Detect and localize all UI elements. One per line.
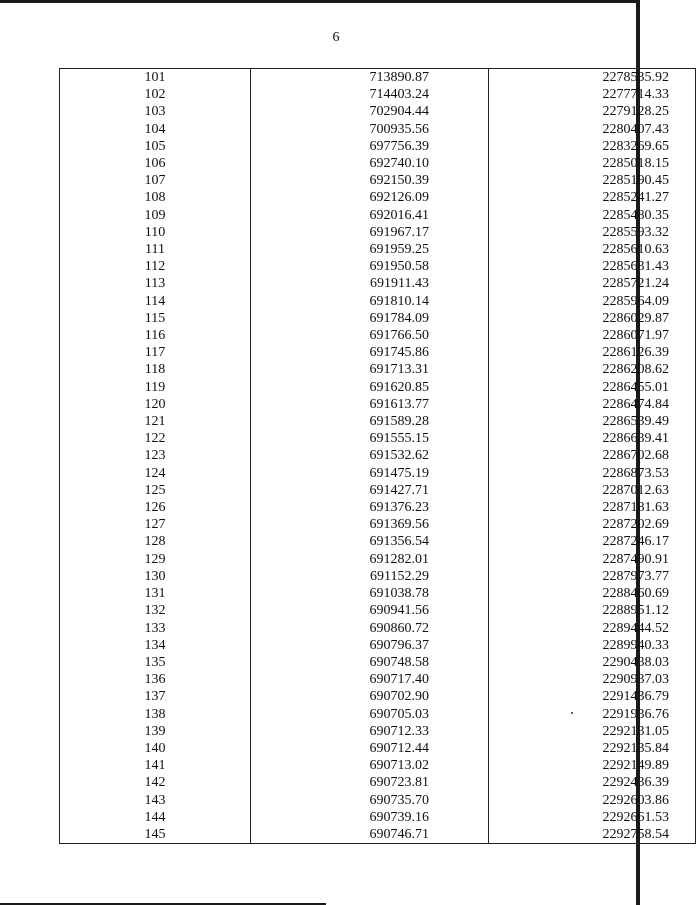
table-row <box>60 774 696 791</box>
y-coordinate-cell: 2287246.17 <box>489 533 696 550</box>
point-number-cell: 120 <box>60 396 251 413</box>
x-coordinate-cell: 690723.81 <box>251 774 489 791</box>
table-row <box>60 69 696 87</box>
point-number-cell: 114 <box>60 293 251 310</box>
x-coordinate-cell: 690748.58 <box>251 654 489 671</box>
table-row <box>60 121 696 138</box>
point-number-cell: 105 <box>60 138 251 155</box>
y-coordinate-cell: 2287012.63 <box>489 482 696 499</box>
x-coordinate-cell: 691152.29 <box>251 568 489 585</box>
point-number-cell: 141 <box>60 757 251 774</box>
y-coordinate-cell: 2285610.63 <box>489 241 696 258</box>
point-number-cell: 140 <box>60 740 251 757</box>
table-row <box>60 207 696 224</box>
point-number-cell: 142 <box>60 774 251 791</box>
table-row <box>60 224 696 241</box>
y-coordinate-cell: 2283269.65 <box>489 138 696 155</box>
y-coordinate-cell: 2286474.84 <box>489 396 696 413</box>
x-coordinate-cell: 690735.70 <box>251 792 489 809</box>
x-coordinate-cell: 691555.15 <box>251 430 489 447</box>
point-number-cell: 130 <box>60 568 251 585</box>
x-coordinate-cell: 690713.02 <box>251 757 489 774</box>
point-number-cell: 127 <box>60 516 251 533</box>
table-row <box>60 172 696 189</box>
x-coordinate-cell: 691950.58 <box>251 258 489 275</box>
table-row <box>60 809 696 826</box>
y-coordinate-cell: 2285721.24 <box>489 275 696 292</box>
y-coordinate-cell: 2289940.33 <box>489 637 696 654</box>
table-row <box>60 826 696 844</box>
table-row <box>60 585 696 602</box>
x-coordinate-cell: 690717.40 <box>251 671 489 688</box>
point-number-cell: 145 <box>60 826 251 844</box>
table-row <box>60 86 696 103</box>
y-coordinate-cell: 2277714.33 <box>489 86 696 103</box>
point-number-cell: 121 <box>60 413 251 430</box>
y-coordinate-cell: 2287202.69 <box>489 516 696 533</box>
table-row <box>60 499 696 516</box>
x-coordinate-cell: 691369.56 <box>251 516 489 533</box>
point-number-cell: 103 <box>60 103 251 120</box>
point-number-cell: 132 <box>60 602 251 619</box>
x-coordinate-cell: 697756.39 <box>251 138 489 155</box>
table-row <box>60 688 696 705</box>
table-row <box>60 757 696 774</box>
y-coordinate-cell: 2278535.92 <box>489 69 696 87</box>
y-coordinate-cell: 2285241.27 <box>489 189 696 206</box>
point-number-cell: 104 <box>60 121 251 138</box>
point-number-cell: 135 <box>60 654 251 671</box>
y-coordinate-cell: 2285964.09 <box>489 293 696 310</box>
point-number-cell: 101 <box>60 69 251 87</box>
y-coordinate-cell: 2288460.69 <box>489 585 696 602</box>
y-coordinate-cell: 2286539.49 <box>489 413 696 430</box>
point-number-cell: 143 <box>60 792 251 809</box>
point-number-cell: 109 <box>60 207 251 224</box>
table-row <box>60 241 696 258</box>
y-coordinate-cell: 2286071.97 <box>489 327 696 344</box>
x-coordinate-cell: 692016.41 <box>251 207 489 224</box>
x-coordinate-cell: 713890.87 <box>251 69 489 87</box>
table-row <box>60 654 696 671</box>
point-number-cell: 144 <box>60 809 251 826</box>
x-coordinate-cell: 691784.09 <box>251 310 489 327</box>
x-coordinate-cell: 691532.62 <box>251 447 489 464</box>
y-coordinate-cell: 2291936.76 <box>489 706 696 723</box>
x-coordinate-cell: 692740.10 <box>251 155 489 172</box>
y-coordinate-cell: 2285190.45 <box>489 172 696 189</box>
table-row <box>60 447 696 464</box>
x-coordinate-cell: 691427.71 <box>251 482 489 499</box>
point-number-cell: 125 <box>60 482 251 499</box>
y-coordinate-cell: 2279128.25 <box>489 103 696 120</box>
scan-speck <box>571 712 573 714</box>
scan-edge-top <box>0 0 640 3</box>
page-number: 6 <box>332 30 340 45</box>
x-coordinate-cell: 691038.78 <box>251 585 489 602</box>
point-number-cell: 118 <box>60 361 251 378</box>
table-row <box>60 740 696 757</box>
table-row <box>60 551 696 568</box>
y-coordinate-cell: 2289444.52 <box>489 620 696 637</box>
table-row <box>60 516 696 533</box>
point-number-cell: 138 <box>60 706 251 723</box>
y-coordinate-cell: 2292149.89 <box>489 757 696 774</box>
point-number-cell: 111 <box>60 241 251 258</box>
table-row <box>60 189 696 206</box>
y-coordinate-cell: 2290937.03 <box>489 671 696 688</box>
table-row <box>60 482 696 499</box>
x-coordinate-cell: 690941.56 <box>251 602 489 619</box>
table-row <box>60 361 696 378</box>
table-row <box>60 465 696 482</box>
x-coordinate-cell: 700935.56 <box>251 121 489 138</box>
point-number-cell: 107 <box>60 172 251 189</box>
point-number-cell: 112 <box>60 258 251 275</box>
y-coordinate-cell: 2292131.05 <box>489 723 696 740</box>
x-coordinate-cell: 691713.31 <box>251 361 489 378</box>
point-number-cell: 117 <box>60 344 251 361</box>
point-number-cell: 122 <box>60 430 251 447</box>
y-coordinate-cell: 2286455.01 <box>489 379 696 396</box>
x-coordinate-cell: 691810.14 <box>251 293 489 310</box>
point-number-cell: 128 <box>60 533 251 550</box>
x-coordinate-cell: 690746.71 <box>251 826 489 844</box>
table-row <box>60 568 696 585</box>
point-number-cell: 116 <box>60 327 251 344</box>
x-coordinate-cell: 702904.44 <box>251 103 489 120</box>
x-coordinate-cell: 691282.01 <box>251 551 489 568</box>
y-coordinate-cell: 2292661.53 <box>489 809 696 826</box>
x-coordinate-cell: 691475.19 <box>251 465 489 482</box>
point-number-cell: 131 <box>60 585 251 602</box>
point-number-cell: 102 <box>60 86 251 103</box>
y-coordinate-cell: 2285018.15 <box>489 155 696 172</box>
table-row <box>60 533 696 550</box>
y-coordinate-cell: 2286029.87 <box>489 310 696 327</box>
y-coordinate-cell: 2285593.32 <box>489 224 696 241</box>
x-coordinate-cell: 692150.39 <box>251 172 489 189</box>
x-coordinate-cell: 690712.33 <box>251 723 489 740</box>
point-number-cell: 139 <box>60 723 251 740</box>
point-number-cell: 136 <box>60 671 251 688</box>
x-coordinate-cell: 691745.86 <box>251 344 489 361</box>
table-row <box>60 258 696 275</box>
point-number-cell: 108 <box>60 189 251 206</box>
x-coordinate-cell: 690712.44 <box>251 740 489 757</box>
table-row <box>60 103 696 120</box>
coordinates-table <box>59 68 696 844</box>
y-coordinate-cell: 2286873.53 <box>489 465 696 482</box>
table-row <box>60 327 696 344</box>
x-coordinate-cell: 690705.03 <box>251 706 489 723</box>
table-row <box>60 310 696 327</box>
table-row <box>60 723 696 740</box>
x-coordinate-cell: 691620.85 <box>251 379 489 396</box>
table-row <box>60 379 696 396</box>
y-coordinate-cell: 2290438.03 <box>489 654 696 671</box>
table-row <box>60 637 696 654</box>
x-coordinate-cell: 690860.72 <box>251 620 489 637</box>
x-coordinate-cell: 692126.09 <box>251 189 489 206</box>
table-row <box>60 620 696 637</box>
x-coordinate-cell: 691959.25 <box>251 241 489 258</box>
y-coordinate-cell: 2287181.63 <box>489 499 696 516</box>
x-coordinate-cell: 691766.50 <box>251 327 489 344</box>
x-coordinate-cell: 691356.54 <box>251 533 489 550</box>
table-row <box>60 671 696 688</box>
y-coordinate-cell: 2286208.62 <box>489 361 696 378</box>
table-row <box>60 430 696 447</box>
y-coordinate-cell: 2280407.43 <box>489 121 696 138</box>
table-row <box>60 706 696 723</box>
point-number-cell: 119 <box>60 379 251 396</box>
x-coordinate-cell: 690702.90 <box>251 688 489 705</box>
table-row <box>60 293 696 310</box>
x-coordinate-cell: 690739.16 <box>251 809 489 826</box>
x-coordinate-cell: 691911.43 <box>251 275 489 292</box>
y-coordinate-cell: 2291436.79 <box>489 688 696 705</box>
point-number-cell: 137 <box>60 688 251 705</box>
point-number-cell: 129 <box>60 551 251 568</box>
point-number-cell: 110 <box>60 224 251 241</box>
point-number-cell: 134 <box>60 637 251 654</box>
point-number-cell: 115 <box>60 310 251 327</box>
point-number-cell: 124 <box>60 465 251 482</box>
x-coordinate-cell: 690796.37 <box>251 637 489 654</box>
x-coordinate-cell: 691613.77 <box>251 396 489 413</box>
y-coordinate-cell: 2287490.91 <box>489 551 696 568</box>
table-row <box>60 792 696 809</box>
y-coordinate-cell: 2285631.43 <box>489 258 696 275</box>
x-coordinate-cell: 691376.23 <box>251 499 489 516</box>
point-number-cell: 133 <box>60 620 251 637</box>
y-coordinate-cell: 2292758.54 <box>489 826 696 844</box>
table-row <box>60 275 696 292</box>
point-number-cell: 126 <box>60 499 251 516</box>
y-coordinate-cell: 2286126.39 <box>489 344 696 361</box>
y-coordinate-cell: 2292436.39 <box>489 774 696 791</box>
y-coordinate-cell: 2292135.84 <box>489 740 696 757</box>
y-coordinate-cell: 2286639.41 <box>489 430 696 447</box>
coordinates-table-body <box>60 69 696 844</box>
y-coordinate-cell: 2286702.68 <box>489 447 696 464</box>
y-coordinate-cell: 2287973.77 <box>489 568 696 585</box>
point-number-cell: 113 <box>60 275 251 292</box>
y-coordinate-cell: 2288951.12 <box>489 602 696 619</box>
y-coordinate-cell: 2292603.86 <box>489 792 696 809</box>
x-coordinate-cell: 691589.28 <box>251 413 489 430</box>
table-row <box>60 396 696 413</box>
table-row <box>60 413 696 430</box>
table-row <box>60 138 696 155</box>
table-row <box>60 155 696 172</box>
x-coordinate-cell: 714403.24 <box>251 86 489 103</box>
point-number-cell: 123 <box>60 447 251 464</box>
table-row <box>60 602 696 619</box>
point-number-cell: 106 <box>60 155 251 172</box>
table-row <box>60 344 696 361</box>
y-coordinate-cell: 2285480.35 <box>489 207 696 224</box>
x-coordinate-cell: 691967.17 <box>251 224 489 241</box>
